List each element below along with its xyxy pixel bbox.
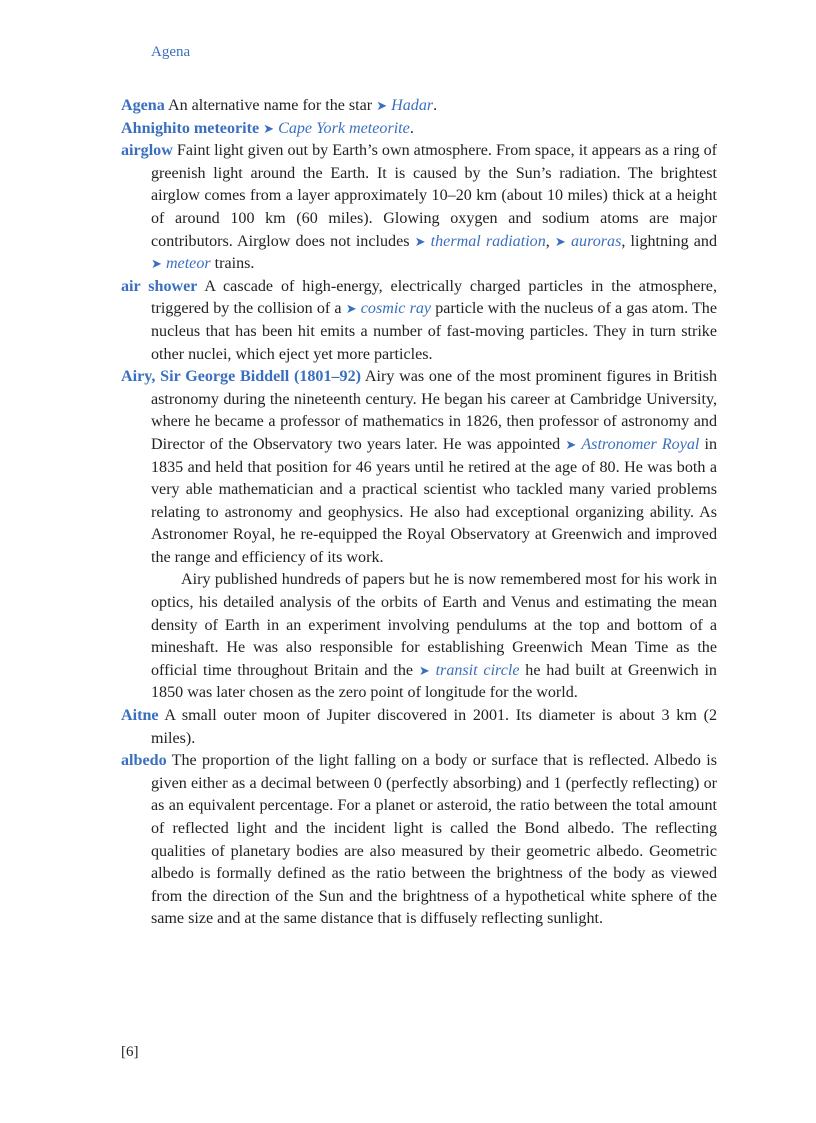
cross-reference-link[interactable]: Cape York meteorite [278, 119, 410, 137]
cross-reference-arrow-icon: ➤ [414, 233, 426, 249]
definition-text: The proportion of the light falling on a body or surface that is reflected. Albedo is given either as a decimal between 0 (perfectly absorbing) and 1 (perfectly reflecting) or as an equivalent percentage. For a planet or asteroid, the ratio between the total amount of reflected light and the incident light is called the Bond albedo. The reflecting qualities of planetary bodies are also measured by their geometric albedo. Geometric albedo is formally defined as the ratio between the brightness of the body as viewed from the direction of the Sun and the brightness of a hypothetical white sphere of the same size and at the same distance that is diffusely reflecting sunlight. [151, 752, 717, 928]
definition-text: he had built at Greenwich in 1850 was later chosen as the zero point of longitude for the world. [151, 661, 717, 702]
definition-text: , [545, 232, 555, 250]
cross-reference-link[interactable]: cosmic ray [360, 300, 432, 318]
entry-aitne [121, 705, 717, 750]
page-number: [6] [121, 1044, 139, 1060]
definition-text: . [409, 119, 414, 137]
headword: albedo [121, 752, 167, 770]
headword: Airy, Sir George Biddell (1801–92) [121, 368, 362, 386]
definition-text: A cascade of high-energy, electrically charged particles in the atmosphere, triggered by the collision of a [151, 277, 717, 318]
definition-text: An alternative name for the star [164, 97, 377, 114]
definition-text: in 1835 and held that position for 46 years until he retired at the age of 80. He was both a very able mathematician and a practical scientist who tackled many varied problems relating to astronomy and geophysics. He also had exceptional organizing ability. As Astronomer Royal, he re-equipped the Royal Observatory at Greenwich and improved the range and efficiency of its work. [151, 435, 718, 566]
definition-text: trains. [210, 255, 255, 273]
definition-text: , lightning and [621, 232, 717, 250]
cross-reference-link[interactable]: meteor [165, 255, 211, 273]
dictionary-entries [121, 95, 717, 931]
cross-reference-arrow-icon: ➤ [345, 301, 357, 317]
definition-text: particle with the nucleus of a gas atom. The nucleus that has been hit emits a number of fast-moving particles. They in turn strike other nuclei, which eject yet more particles. [151, 300, 717, 363]
definition-text: . [433, 97, 438, 114]
cross-reference-arrow-icon: ➤ [565, 436, 577, 452]
entry-ahnighito-meteorite [121, 118, 717, 141]
entry-airglow [121, 140, 717, 276]
cross-reference-arrow-icon: ➤ [151, 256, 162, 272]
entry-airy [121, 366, 717, 705]
entry-paragraph [151, 569, 717, 705]
headword: Ahnighito meteorite [121, 119, 260, 137]
cross-reference-arrow-icon: ➤ [554, 233, 566, 249]
cross-reference-link[interactable]: thermal radiation [430, 232, 546, 250]
definition-text: Faint light given out by Earth’s own atmosphere. From space, it appears as a ring of greenish light around the Earth. It is caused by the Sun’s radiation. The brightest airglow comes from a layer approximately 10–20 km (about 10 miles) thick at a height of around 100 km (60 miles). Glowing oxygen and sodium atoms are major contributors. Airglow does not includes [151, 142, 717, 250]
headword: Aitne [121, 707, 159, 725]
cross-reference-arrow-icon: ➤ [418, 662, 430, 678]
cross-reference-arrow-icon: ➤ [376, 98, 388, 113]
entry-albedo [121, 750, 717, 931]
entry-agena [121, 95, 717, 118]
running-head: Agena [151, 44, 191, 60]
headword: airglow [121, 142, 173, 160]
entry-air-shower [121, 276, 717, 366]
cross-reference-link[interactable]: transit circle [435, 661, 520, 679]
cross-reference-link[interactable]: Hadar [391, 97, 434, 114]
headword: Agena [121, 97, 165, 114]
cross-reference-arrow-icon: ➤ [263, 120, 275, 136]
headword: air shower [121, 277, 198, 295]
cross-reference-link[interactable]: Astronomer Royal [581, 435, 700, 453]
definition-text: Airy was one of the most prominent figures in British astronomy during the nineteenth century. He began his career at Cambridge University, where he became a professor of mathematics in 1826, then professor of astronomy and Director of the Observatory two years later. He was appointed [151, 368, 718, 453]
cross-reference-link[interactable]: auroras [570, 232, 622, 250]
definition-text: Airy published hundreds of papers but he is now remembered most for his work in optics, his detailed analysis of the orbits of Earth and Venus and estimating the mean density of Earth in an experiment involving pendulums at the top and bottom of a mineshaft. He was also responsible for establishing Greenwich Mean Time as the official time throughout Britain and the [151, 571, 717, 679]
definition-text: A small outer moon of Jupiter discovered in 2001. Its diameter is about 3 km (2 miles). [151, 707, 717, 747]
